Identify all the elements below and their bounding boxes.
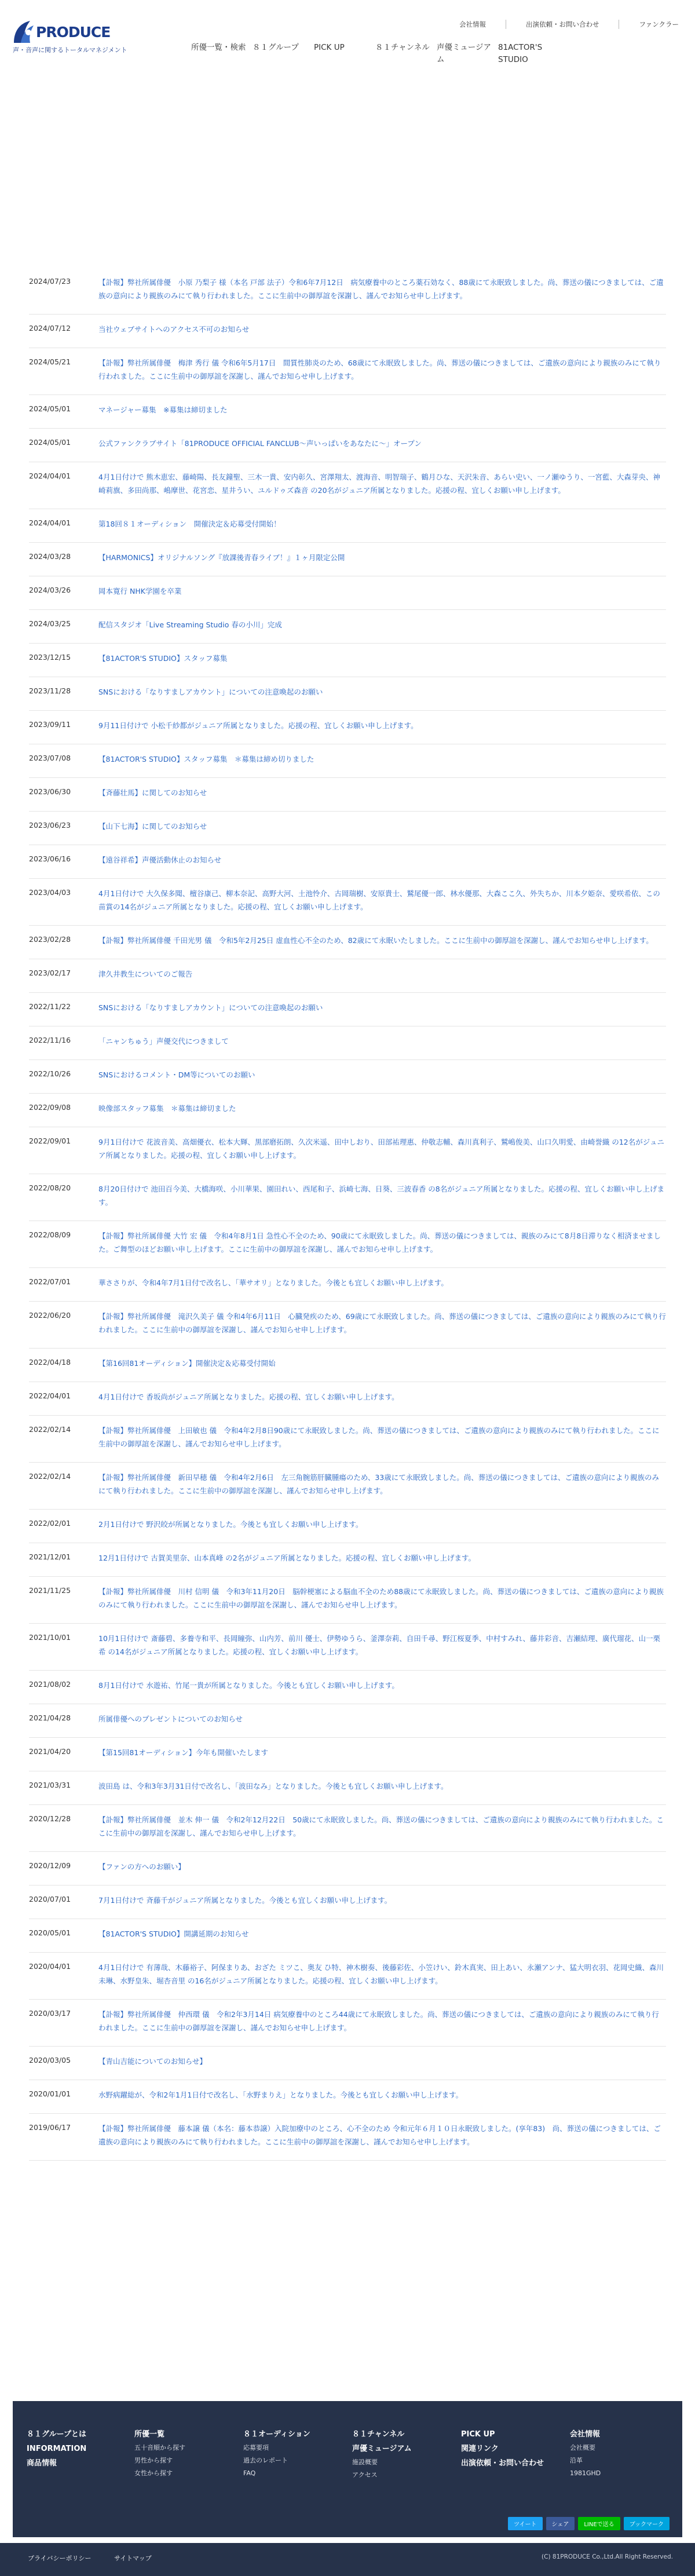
news-title-link[interactable]: 【遠谷祥希】声優活動休止のお知らせ [98, 856, 222, 864]
news-date: 2023/11/28 [29, 686, 71, 695]
news-title-link[interactable]: 【ファンの方へのお願い】 [98, 1862, 185, 1871]
news-item[interactable] [29, 1127, 666, 1174]
news-item[interactable] [29, 812, 666, 845]
news-date: 2024/07/12 [29, 324, 71, 332]
footer-link-history[interactable]: 沿革 [570, 2457, 583, 2464]
news-title-link[interactable]: 10月1日付けで 斎藤碧、多養寺和平、長岡瞳弥、山内芳、前川 優士、伊勢ゆうら、釜澤奈莉、自田千尋、野江桜夏季、中村すみれ、藤井彩音、吉瀬結理、廣代瑠花、山一栗希 の14名がジュニア所属となりました。応援の程、宜しくお願い申し上げます。 [98, 1634, 661, 1656]
news-date: 2022/04/18 [29, 1358, 71, 1366]
news-title-link[interactable]: マネージャー募集 ※募集は締切ました [98, 405, 228, 414]
news-title-link[interactable]: 【訃報】弊社所属俳優 梅津 秀行 儀 令和6年5月17日 間質性肺炎のため、68歳にて永眠致しました。尚、葬送の儀につきましては、ご遺族の意向により親族のみにて執り行われました。ここに生前中の御厚誼を深謝し、謹んでお知らせ申し上げます。 [98, 359, 661, 381]
footer-link-faq[interactable]: FAQ [243, 2469, 256, 2477]
footer-link-requirements[interactable]: 応募要項 [243, 2444, 269, 2451]
footer-link-1981ghd[interactable]: 1981GHD [570, 2469, 601, 2477]
footer-link-products[interactable]: 商品情報 [27, 2459, 57, 2468]
news-title-link[interactable]: 4月1日付けで 有薄哉、木藤裕子、阿保まりあ、おざた ミツこ、奥友 ひ特、神木樹奏、後藤彩佐、小笠けい、鈴木真実、田上あい、永瀬アンナ、猛大明衣羽、花岡史織、森川未琳、水野皇朱、堀杏音里 の16名がジュニア所属となりました。応援の程、宜しくお願い申し上げます。 [98, 1963, 664, 1985]
news-item[interactable] [29, 1624, 666, 1671]
footer-link-about[interactable]: ８１グループとは [27, 2430, 86, 2439]
news-title-link[interactable]: 【訃報】弊社所属俳優 滝沢久美子 儀 令和4年6月11日 心臓発疾のため、69歳にて永眠致しました。尚、葬送の儀につきましては、ご遺族の意向により親族のみにて執り行われました。ここに生前中の御厚誼を深謝し、謹んでお知らせ申し上げます。 [98, 1312, 666, 1334]
news-item[interactable] [29, 1302, 666, 1349]
news-title-link[interactable]: 【第15回81オーディション】今年も開催いたします [98, 1748, 269, 1757]
news-title-link[interactable]: 【訃報】弊社所属俳優 川村 信明 儀 令和3年11月20日 脳幹梗塞による脳血不全のため88歳にて永眠致しました。尚、葬送の儀につきましては、ご遺族の意向により親族のみにて執り行われました。ここに生前中の御厚誼を深謝し、謹んでお知らせ申し上げます。 [98, 1587, 664, 1609]
news-title-link[interactable]: 第18回８１オーディション 開催決定＆応募受付開始！ [98, 520, 281, 528]
news-date: 2020/12/09 [29, 1861, 71, 1870]
news-date: 2021/11/25 [29, 1586, 71, 1595]
news-title-link[interactable]: 【81ACTOR'S STUDIO】スタッフ募集 [98, 654, 228, 663]
news-date: 2022/11/22 [29, 1002, 71, 1011]
nav-pickup[interactable]: PICK UP [314, 43, 345, 52]
news-date: 2024/03/26 [29, 586, 71, 594]
news-item[interactable] [29, 1919, 666, 1953]
news-title-link[interactable]: 津久井教生についてのご報告 [98, 970, 193, 978]
news-title-link[interactable]: SNSにおける「なりすましアカウント」についての注意喚起のお願い [98, 688, 323, 696]
footer-link-information[interactable]: INFORMATION [27, 2445, 87, 2453]
news-date: 2024/04/01 [29, 518, 71, 527]
news-item[interactable] [29, 2047, 666, 2080]
site-footer [13, 2401, 682, 2537]
news-title-link[interactable]: 4月1日付けで 熊木恵宏、藤崎陽、長友鐘聖、三木一貴、安内彰久、宮澤翔太、渡海音、明智瑞子、鶴月ひな、天沢朱音、あらい史い、一ノ瀬ゆうり、一宮藍、大森芽央、神崎莉旗、多田尚那、嶋摩世、花宮恋、星井うい、ユルドゥズ森音 の20名がジュニア所属となりました。応援の程、宜しくお願い申し上げます。 [98, 473, 660, 495]
news-item[interactable] [29, 1543, 666, 1577]
news-date: 2022/06/20 [29, 1311, 71, 1320]
news-date: 2024/05/01 [29, 438, 71, 447]
footer-link-company[interactable]: 会社情報 [570, 2430, 601, 2439]
news-title-link[interactable]: 映像部スタッフ募集 ＊募集は締切ました [98, 1104, 236, 1113]
news-item[interactable] [29, 993, 666, 1026]
news-title-link[interactable]: 9月1日付けで 花波音美、高畑優衣、松本大輝、黒部磨拓朗、久次米遥、田中しおり、田部祐理惠、仲敬志輔、森川真利子、鷲嶋俊美、山口久明愛、由崎誉織 の12名がジュニア所属となりました。応援の程、宜しくお願い申し上げます。 [98, 1138, 665, 1160]
footer-col-group [27, 2427, 119, 2471]
news-title-link[interactable]: 【訃報】弊社所属俳優 大竹 宏 儀 令和4年8月1日 急性心不全のため、90歳にて永眠致しました。尚、葬送の儀につきましては、親族のみにて8月8日滞りなく相済ませました。ご舞型のほどお願い申し上げます。ここに生前中の御厚誼を深謝し、謹んでお知らせ申し上げます。 [98, 1232, 661, 1254]
footer-link-female[interactable]: 女性から探す [134, 2469, 173, 2477]
news-date: 2023/02/28 [29, 935, 71, 944]
logo-mark-icon [13, 20, 35, 44]
news-date: 2023/09/11 [29, 720, 71, 729]
news-date: 2023/06/30 [29, 787, 71, 796]
news-item[interactable] [29, 845, 666, 879]
news-date: 2023/04/03 [29, 888, 71, 897]
news-item[interactable] [29, 509, 666, 543]
news-title-link[interactable]: 水野病躍総が、令和2年1月1日付で改名し、「水野まりえ」となりました。今後とも宜しくお願い申し上げます。 [98, 2091, 463, 2099]
news-item[interactable] [29, 1268, 666, 1302]
footer-link-audition[interactable]: ８１オーディション [243, 2430, 310, 2439]
line-share-button[interactable]: LINEで送る [578, 2517, 620, 2530]
news-title-link[interactable]: 当社ウェブサイトへのアクセス不可のお知らせ [98, 325, 250, 334]
global-nav [191, 42, 567, 66]
bookmark-button[interactable]: ブックマーク [624, 2517, 670, 2530]
news-title-link[interactable]: SNSにおける「なりすましアカウント」についての注意喚起のお願い [98, 1003, 323, 1012]
news-date: 2021/08/02 [29, 1680, 71, 1689]
footer-link-contact[interactable]: 出演依頼・お問い合わせ [461, 2459, 544, 2468]
news-date: 2021/04/20 [29, 1747, 71, 1756]
news-item[interactable] [29, 1671, 666, 1704]
footer-link-talents[interactable]: 所優一覧 [134, 2430, 165, 2439]
news-date: 2021/04/28 [29, 1713, 71, 1722]
news-date: 2022/09/01 [29, 1137, 71, 1145]
news-title-link[interactable]: 8月1日付けで 水遊祐、竹尾一貴が所属となりました。今後とも宜しくお願い申し上げます。 [98, 1681, 399, 1690]
util-fanclub[interactable]: ファンクラー [639, 20, 679, 28]
news-item[interactable] [29, 1738, 666, 1771]
news-item[interactable] [29, 2114, 666, 2161]
news-date: 2022/08/20 [29, 1183, 71, 1192]
news-title-link[interactable]: 波田島 は、令和3年3月31日付で改名し、「波田なみ」となりました。今後とも宜しくお願い申し上げます。 [98, 1782, 448, 1791]
footer-link-reports[interactable]: 過去のレポート [243, 2457, 288, 2464]
news-date: 2020/03/05 [29, 2056, 71, 2065]
nav-81channel[interactable]: ８１チャンネル [375, 43, 430, 52]
news-date: 2023/06/16 [29, 854, 71, 863]
news-item[interactable] [29, 644, 666, 677]
news-title-link[interactable]: 9月11日付けで 小松千紗都がジュニア所属となりました。応援の程、宜しくお願い申し上げます。 [98, 721, 418, 730]
logo-text: PRODUCE [36, 23, 111, 41]
sitemap-link[interactable]: サイトマップ [114, 2555, 152, 2562]
news-title-link[interactable]: 【訃報】弊社所属俳優 上田敏也 儀 令和4年2月8日90歳にて永眠致しました。尚、葬送の儀につきましては、ご遺族の意向により親族のみにて執り行われました。ここに生前中の御厚誼を深謝し、謹んでお知らせ申し上げます。 [98, 1426, 660, 1448]
news-title-link[interactable]: 公式ファンクラブサイト「81PRODUCE OFFICIAL FANCLUB〜声いっぱいをあなたに〜」オープン [98, 439, 422, 448]
news-date: 2023/02/17 [29, 969, 71, 977]
news-date: 2022/02/01 [29, 1519, 71, 1528]
footer-link-related[interactable]: 関連リンク [461, 2445, 499, 2453]
news-date: 2021/10/01 [29, 1633, 71, 1642]
news-date: 2023/12/15 [29, 653, 71, 662]
news-item[interactable] [29, 429, 666, 462]
footer-link-male[interactable]: 男性から探す [134, 2457, 173, 2464]
news-date: 2021/03/31 [29, 1781, 71, 1789]
news-date: 2022/02/14 [29, 1425, 71, 1434]
footer-col-channel [352, 2427, 445, 2482]
footer-link-access[interactable]: アクセス [352, 2471, 378, 2479]
news-item[interactable] [29, 268, 666, 315]
footer-col-audition [243, 2427, 336, 2480]
news-title-link[interactable]: 【81ACTOR'S STUDIO】開講延期のお知らせ [98, 1930, 249, 1938]
news-date: 2023/06/23 [29, 821, 71, 830]
news-title-link[interactable]: 12月1日付けで 古賀美里奈、山本真峰 の2名がジュニア所属となりました。応援の程、宜しくお願い申し上げます。 [98, 1554, 476, 1562]
news-item[interactable] [29, 711, 666, 744]
news-list [29, 268, 666, 2161]
news-date: 2020/03/17 [29, 2009, 71, 2018]
news-date: 2024/03/25 [29, 619, 71, 628]
news-date: 2024/04/01 [29, 472, 71, 480]
news-item[interactable] [29, 462, 666, 509]
news-title-link[interactable]: 2月1日付けで 野沢皎が所属となりました。今後とも宜しくお願い申し上げます。 [98, 1520, 363, 1529]
news-item[interactable] [29, 2080, 666, 2114]
news-item[interactable] [29, 1852, 666, 1886]
news-title-link[interactable]: 【山下七海】に関してのお知らせ [98, 822, 207, 831]
news-title-link[interactable]: 【訃報】弊社所属俳優 小原 乃梨子 様（本名 戸部 法子）令和6年7月12日 病気療養中のところ薬石効なく、88歳にて永眠致しました。尚、葬送の儀につきましては、ご遺族の意向により親族のみにて執り行われました。ここに生前中の御厚誼を深謝し、謹んでお知らせ申し上げます。 [98, 278, 664, 300]
news-item[interactable] [29, 1463, 666, 1510]
news-title-link[interactable]: 【訃報】弊社所属俳優 千田光男 儀 令和5年2月25日 虚血性心不全のため、82歳にて永眠いたしました。ここに生前中の御厚誼を深謝し、謹んでお知らせ申し上げます。 [98, 936, 653, 945]
news-item[interactable] [29, 348, 666, 395]
news-title-link[interactable]: 7月1日付けで 斉藤千がジュニア所属となりました。今後とも宜しくお願い申し上げます。 [98, 1896, 392, 1905]
news-title-link[interactable]: 【訃報】弊社所属俳優 藤本譲 儀（本名：藤本恭譲）入院加療中のところ、心不全のため 令和元年６月１０日永眠致しました。(享年83) 尚、葬送の儀につきましては、ご遺族の意向により親族のみにて執り行われました。ここに生前中の御厚誼を深謝し、謹んでお知らせ申し上げます。 [98, 2124, 661, 2146]
footer-col-talents [134, 2427, 227, 2480]
news-title-link[interactable]: 所属俳優へのプレゼントについてのお知らせ [98, 1715, 243, 1723]
news-date: 2022/11/16 [29, 1036, 71, 1044]
news-title-link[interactable]: 【訃報】弊社所属俳優 並木 伸一 儀 令和2年12月22日 50歳にて永眠致しました。尚、葬送の儀につきましては、ご遺族の意向により親族のみにて執り行われました。ここに生前中の御厚誼を深謝し、謹んでお知らせ申し上げます。 [98, 1815, 664, 1837]
facebook-share-button[interactable]: シェア [546, 2517, 575, 2530]
news-item[interactable] [29, 1510, 666, 1543]
news-date: 2020/04/01 [29, 1962, 71, 1971]
news-date: 2022/07/01 [29, 1277, 71, 1286]
news-item[interactable] [29, 926, 666, 959]
news-item[interactable] [29, 1771, 666, 1805]
news-title-link[interactable]: 【訃報】弊社所属俳優 仲西環 儀 令和2年3月14日 病気療養中のところ44歳にて永眠致しました。尚、葬送の儀につきましては、ご遺族の意向により親族のみにて執り行われました。ここに生前中の御厚誼を深謝し、謹んでお知らせ申し上げます。 [98, 2010, 659, 2032]
news-date: 2024/03/28 [29, 552, 71, 561]
news-title-link[interactable]: 【訃報】弊社所属俳優 新田早穂 儀 令和4年2月6日 左三角腕筋肝臓腫瘍のため、33歳にて永眠致しました。尚、葬送の儀につきましては、ご遺族の意向により親族のみにて執り行われました。ここに生前中の御厚誼を深謝し、謹んでお知らせ申し上げます。 [98, 1473, 659, 1495]
news-title-link[interactable]: 【青山吉能についてのお知らせ】 [98, 2057, 207, 2066]
privacy-policy-link[interactable]: プライバシーポリシー [28, 2555, 92, 2562]
news-item[interactable] [29, 1805, 666, 1852]
nav-museum[interactable]: 声優ミュージアム [437, 43, 491, 64]
news-title-link[interactable]: 4月1日付けで 香坂尚がジュニア所属となりました。応援の程、宜しくお願い申し上げます。 [98, 1393, 399, 1401]
news-item[interactable] [29, 1060, 666, 1094]
utility-nav [440, 20, 685, 29]
footer-link-81channel[interactable]: ８１チャンネル [352, 2430, 405, 2439]
news-item[interactable] [29, 576, 666, 610]
tweet-button[interactable]: ツイート [508, 2517, 543, 2530]
news-title-link[interactable]: 8月20日付けで 池田百今美、大橋海咲、小川華果、園田れい、西尾和子、浜崎七海、日葵、三波春香 の8名がジュニア所属となりました。応援の程、宜しくお願い申し上げます。 [98, 1185, 665, 1207]
news-date: 2022/09/08 [29, 1103, 71, 1112]
news-item[interactable] [29, 744, 666, 778]
footer-col-pickup [461, 2427, 554, 2471]
news-item[interactable] [29, 610, 666, 644]
news-date: 2020/01/01 [29, 2089, 71, 2098]
util-contact[interactable]: 出演依頼・お問い合わせ [506, 20, 620, 29]
news-date: 2023/07/08 [29, 754, 71, 762]
site-logo[interactable] [13, 20, 129, 54]
footer-link-facility[interactable]: 施設概要 [352, 2458, 378, 2466]
news-title-link[interactable]: SNSにおけるコメント・DM等についてのお願い [98, 1070, 255, 1079]
news-item[interactable] [29, 1953, 666, 2000]
news-title-link[interactable]: 4月1日付けで 大久保多聞、檀谷康己、柳本奈記、高野大河、土池怜介、古岡瑞樹、安原貴士、鷲尾優一郎、林水優那、大森ここ久、外失ちか、川本夕姫奈、愛咲希依、この苗賞の14名がジュニア所属となりました。応援の程、宜しくお願い申し上げます。 [98, 889, 660, 911]
news-title-link[interactable]: 「ニャンちゅう」声優交代につきまして [98, 1037, 229, 1046]
news-item[interactable] [29, 395, 666, 429]
news-date: 2022/10/26 [29, 1069, 71, 1078]
news-item[interactable] [29, 1094, 666, 1127]
news-title-link[interactable]: 【第16回81オーディション】開催決定＆応募受付開始 [98, 1359, 276, 1368]
news-title-link[interactable]: 【斉藤壮馬】に関してのお知らせ [98, 788, 207, 797]
nav-81group[interactable]: ８１グループ [253, 43, 299, 52]
news-title-link[interactable]: 華ささりが、令和4年7月1日付で改名し、「華サオリ」となりました。今後とも宜しくお願い申し上げます。 [98, 1278, 448, 1287]
news-date: 2022/02/14 [29, 1472, 71, 1481]
news-date: 2019/06/17 [29, 2123, 71, 2132]
news-item[interactable] [29, 543, 666, 576]
copyright: (C) 81PRODUCE Co.,Ltd.All Right Reserved. [542, 2553, 673, 2560]
news-item[interactable] [29, 1174, 666, 1221]
news-date: 2022/04/01 [29, 1391, 71, 1400]
news-item[interactable] [29, 1886, 666, 1919]
news-title-link[interactable]: 【81ACTOR'S STUDIO】スタッフ募集 ＊募集は締め切りました [98, 755, 314, 763]
footer-col-company [570, 2427, 663, 2480]
news-date: 2020/07/01 [29, 1895, 71, 1903]
news-item[interactable] [29, 959, 666, 993]
news-item[interactable] [29, 1221, 666, 1268]
news-date: 2020/05/01 [29, 1928, 71, 1937]
share-buttons [504, 2517, 670, 2530]
news-item[interactable] [29, 1026, 666, 1060]
news-item[interactable] [29, 2000, 666, 2047]
news-title-link[interactable]: 配信スタジオ「Live Streaming Studio 春の小川」完成 [98, 620, 282, 629]
footer-link-kana[interactable]: 五十音順から探す [134, 2444, 185, 2451]
logo-tagline: 声・音声に関するトータルマネジメント [13, 46, 127, 54]
news-date: 2024/05/01 [29, 404, 71, 413]
footer-link-overview[interactable]: 会社概要 [570, 2444, 595, 2451]
news-item[interactable] [29, 1349, 666, 1382]
news-item[interactable] [29, 1382, 666, 1416]
news-item[interactable] [29, 677, 666, 711]
news-item[interactable] [29, 1416, 666, 1463]
news-title-link[interactable]: 【HARMONICS】オリジナルソング『放課後青春ライブ！』１ヶ月限定公開 [98, 553, 345, 562]
site-header [0, 0, 695, 64]
news-item[interactable] [29, 315, 666, 348]
news-item[interactable] [29, 1577, 666, 1624]
news-date: 2021/12/01 [29, 1552, 71, 1561]
news-date: 2024/05/21 [29, 357, 71, 366]
util-company-info[interactable]: 会社情報 [440, 20, 506, 29]
news-date: 2022/08/09 [29, 1230, 71, 1239]
footer-bottom-bar [0, 2543, 695, 2576]
news-date: 2024/07/23 [29, 277, 71, 286]
footer-link-museum[interactable]: 声優ミュージアム [352, 2445, 412, 2453]
news-date: 2020/12/28 [29, 1814, 71, 1823]
news-item[interactable] [29, 879, 666, 926]
news-item[interactable] [29, 1704, 666, 1738]
nav-talents[interactable]: 所優一覧・検索 [191, 43, 246, 52]
footer-link-pickup[interactable]: PICK UP [461, 2430, 495, 2439]
news-title-link[interactable]: 岡本寛行 NHK学園を卒業 [98, 587, 182, 595]
news-item[interactable] [29, 778, 666, 812]
nav-actors-studio[interactable]: 81ACTOR'S STUDIO [498, 43, 543, 64]
